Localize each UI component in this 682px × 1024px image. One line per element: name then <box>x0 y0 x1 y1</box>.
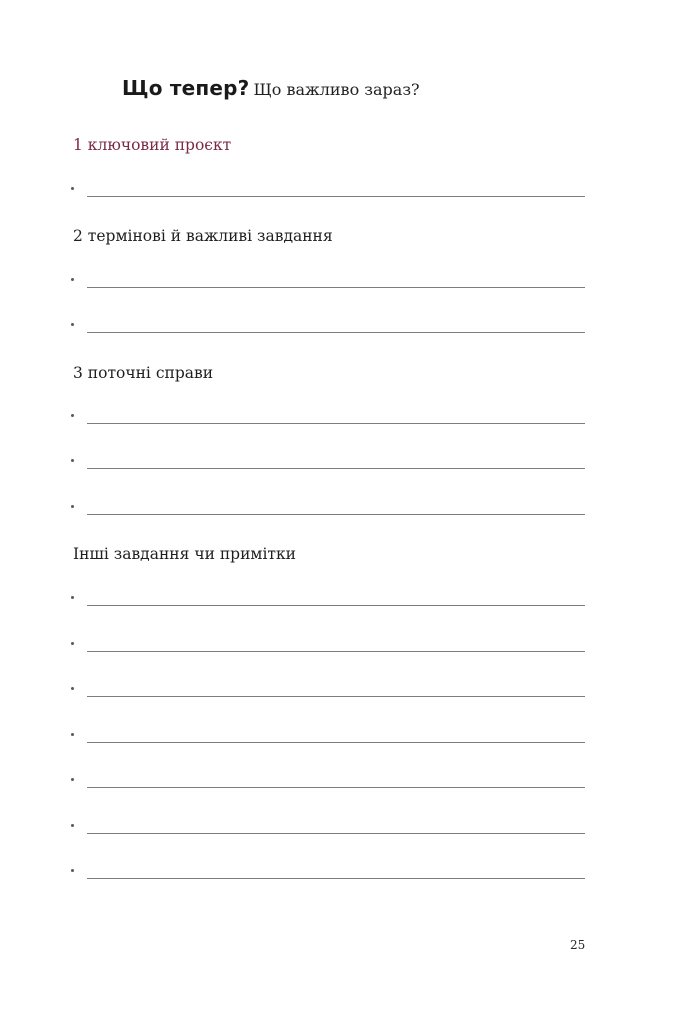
line-rule <box>87 878 585 879</box>
line-rule <box>87 287 585 288</box>
writing-line[interactable] <box>0 742 682 743</box>
writing-line[interactable] <box>0 605 682 606</box>
writing-line[interactable] <box>0 423 682 424</box>
line-rule <box>87 605 585 606</box>
bullet-icon <box>71 323 74 326</box>
writing-line[interactable] <box>0 468 682 469</box>
writing-line[interactable] <box>0 332 682 333</box>
writing-line[interactable] <box>0 878 682 879</box>
line-rule <box>87 196 585 197</box>
bullet-icon <box>71 459 74 462</box>
writing-line[interactable] <box>0 787 682 788</box>
bullet-icon <box>71 414 74 417</box>
writing-line[interactable] <box>0 651 682 652</box>
bullet-icon <box>71 642 74 645</box>
bullet-icon <box>71 505 74 508</box>
bullet-icon <box>71 596 74 599</box>
line-rule <box>87 332 585 333</box>
section-label-other-notes: Інші завдання чи примітки <box>73 545 297 563</box>
writing-line[interactable] <box>0 833 682 834</box>
section-label-urgent-tasks: 2 термінові й важливі завдання <box>73 227 333 245</box>
bullet-icon <box>71 187 74 190</box>
line-rule <box>87 742 585 743</box>
writing-line[interactable] <box>0 287 682 288</box>
line-rule <box>87 696 585 697</box>
line-rule <box>87 651 585 652</box>
line-rule <box>87 833 585 834</box>
page-heading <box>122 76 420 100</box>
line-rule <box>87 514 585 515</box>
heading-title: Що тепер? <box>122 76 250 100</box>
bullet-icon <box>71 778 74 781</box>
bullet-icon <box>71 687 74 690</box>
line-rule <box>87 423 585 424</box>
writing-line[interactable] <box>0 514 682 515</box>
section-label-current-tasks: 3 поточні справи <box>73 364 214 382</box>
line-rule <box>87 787 585 788</box>
bullet-icon <box>71 869 74 872</box>
page-number: 25 <box>570 938 586 952</box>
bullet-icon <box>71 733 74 736</box>
writing-line[interactable] <box>0 696 682 697</box>
bullet-icon <box>71 278 74 281</box>
heading-subtitle: Що важливо зараз? <box>253 80 420 99</box>
bullet-icon <box>71 824 74 827</box>
line-rule <box>87 468 585 469</box>
writing-line[interactable] <box>0 196 682 197</box>
section-label-key-project: 1 ключовий проєкт <box>73 136 232 154</box>
